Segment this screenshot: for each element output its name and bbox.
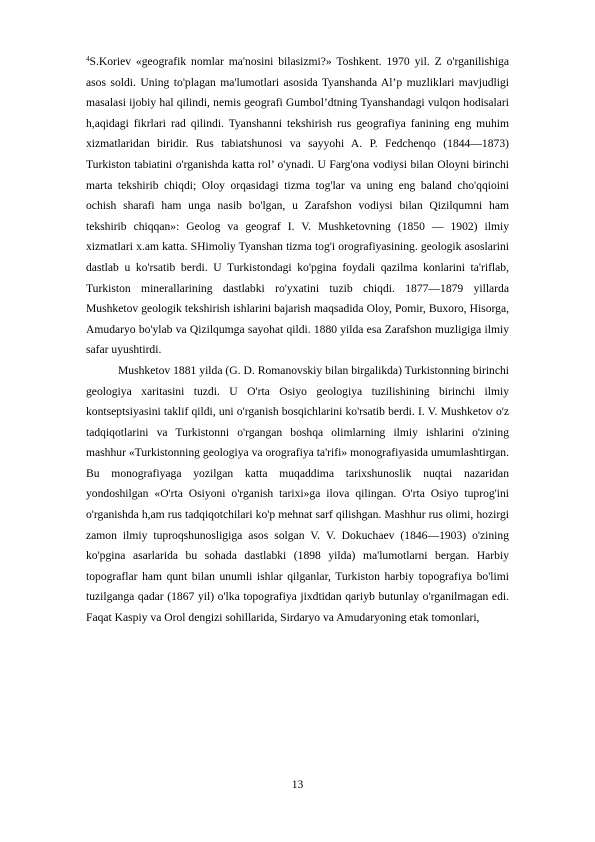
footnote-marker: 4: [86, 55, 90, 63]
paragraph: [86, 52, 509, 361]
page-number: 13: [291, 778, 304, 791]
paragraph-text: S.Koriev «geografik nomlar ma'nosini bilasizmi?» Toshkent. 1970 yil. Z o'rganilishiga asos soldi. Uning to'plagan ma'lumotlari asosida Tyanshanda Al’p muzliklari mavjudligi masalasi ijobiy hal qilindi, nemis geografi Gumbol’dtning Tyanshandagi vulqon hodisalari h,aqidagi fikrlari rad qilindi. Tyanshanni tekshirish rus geografiya fanining eng muhim xizmatlaridan biridir. Rus tabiatshunosi va sayyohi A. P. Fedchenqo (1844—1873) Turkiston tabiatini o'rganishda katta rol’ o'ynadi. U Farg'ona vodiysi bilan Oloyni birinchi marta tekshirib chiqdi; Oloy orqasidagi tizma tog'lar va uning eng baland cho'qqioini ochish sharafi ham unga nasib bo'lgan, u Zarafshon vodiysi bilan Qizilqumni ham tekshirib chiqqan»: Geolog va geograf I. V. Mushketovning (1850 — 1902) ilmiy xizmatlari x.am katta. SHimoliy Tyanshan tizma tog'i orografiyasining. geologik asoslarini dastlab u ko'rsatib berdi. U Turkistondagi ko'pgina foydali qazilma konlarini ta'riflab, Turkiston minerallarining dastlabki ro'yxatini tuzib chiqdi. 1877—1879 yillarda Mushketov geologik tekshirish ishlarini bajarish maqsadida Oloy, Pomir, Buxoro, Hisorga, Amudaryo bo'ylab va Qizilqumga sayohat qildi. 1880 yilda esa Zarafshon muzligiga ilmiy safar uyushtirdi.: [86, 55, 509, 357]
paragraph: Mushketov 1881 yilda (G. D. Romanovskiy bilan birgalikda) Turkistonning birinchi geologiya xaritasini tuzdi. U O'rta Osiyo geologiya tuzilishining birinchi ilmiy kontseptsiyasini taklif qildi, uni o'rganish bosqichlarini ko'rsatib berdi. I. V. Mushketov o'z tadqiqotlarini va Turkistonni o'rgangan boshqa olimlarning ilmiy ishlarini o'zining mashhur «Turkistonning geologiya va orografiya ta'rifi» monografiyasida umumlashtirgan. Bu monografiyaga yozilgan katta muqaddima tarixshunoslik nuqtai nazaridan yondoshilgan «O'rta Osiyoni o'rganish tarixi»ga ilova qilingan. O'rta Osiyo tuprog'ini o'rganishda h,am rus tadqiqotchilari ko'p mehnat sarf qilishgan. Mashhur rus olimi, hozirgi zamon ilmiy tuproqshunosligiga asos solgan V. V. Dokuchaev (1846—1903) o'zining ko'pgina asarlarida bu sohada dastlabki (1898 yilda) ma'lumotlarni bergan. Harbiy topograflar ham qunt bilan unumli ishlar qilganlar, Turkiston harbiy topografiya bo'limi tuzilganga qadar (1867 yil) o'lka topografiya jixdtidan qariyb butunlay o'rganilmagan edi. Faqat Kaspiy va Orol dengizi sohillarida, Sirdaryo va Amudaryoning etak tomonlari,: [86, 363, 509, 625]
body-text: [86, 52, 509, 629]
